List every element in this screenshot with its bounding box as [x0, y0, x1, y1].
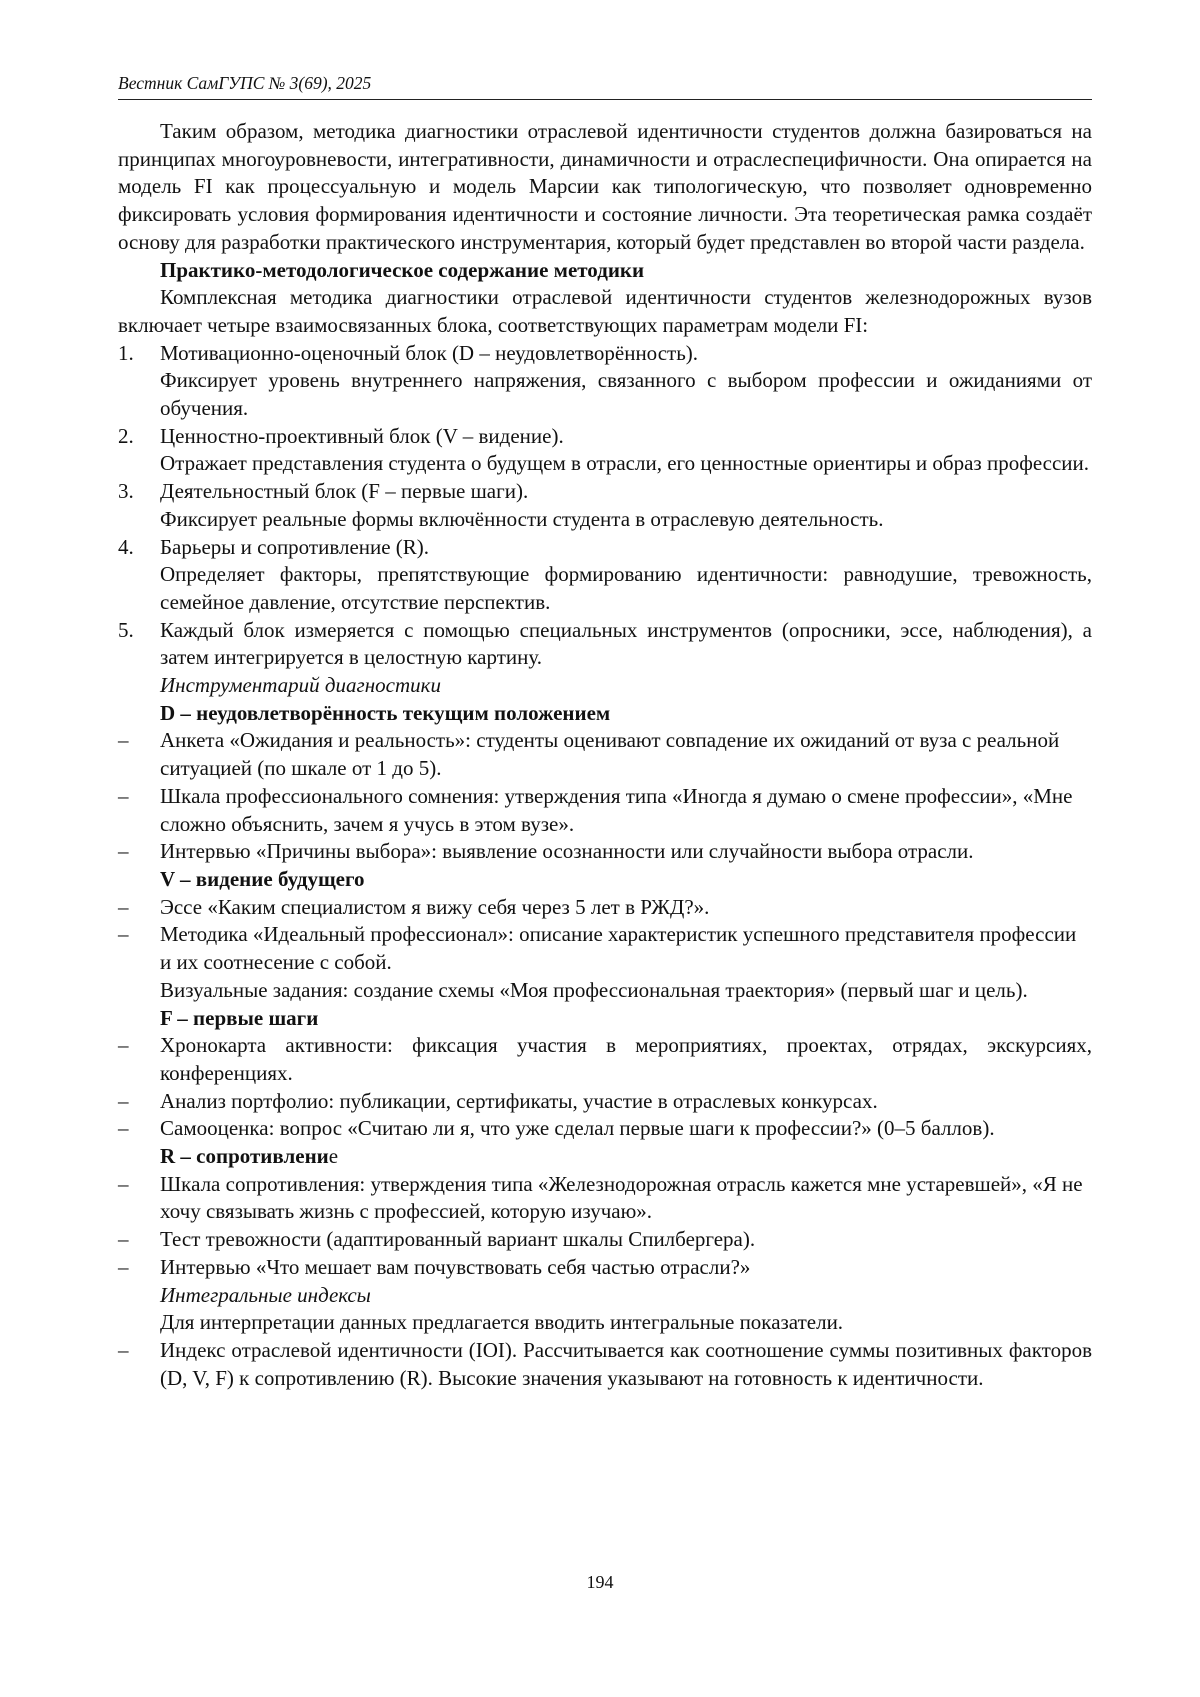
dash-marker: – — [118, 1171, 129, 1196]
integral-intro-paragraph: Для интерпретации данных предлагается вводить интегральные показатели. — [160, 1310, 844, 1335]
list-item — [118, 423, 1092, 478]
r-heading-bold: R – сопротивлени — [160, 1144, 329, 1169]
blocks-list — [118, 340, 1092, 672]
list-item — [118, 838, 1092, 866]
block-description: Фиксирует реальные формы включённости студента в отраслевую деятельность. — [160, 506, 884, 531]
list-number: 4. — [118, 534, 134, 559]
list-number: 1. — [118, 340, 134, 365]
block-description: Отражает представления студента о будущем в отрасли, его ценностные ориентиры и образ профессии. — [160, 451, 1090, 476]
list-number: 2. — [118, 423, 134, 448]
list-number: 5. — [118, 617, 134, 642]
dash-marker: – — [118, 922, 129, 947]
list-item — [118, 921, 1092, 976]
list-item — [118, 1171, 1092, 1226]
list-item — [118, 727, 1092, 782]
list-item — [118, 783, 1092, 838]
dash-marker: – — [118, 728, 129, 753]
f-item: Хронокарта активности: фиксация участия в мероприятиях, проектах, отрядах, экскурсиях, конференциях. — [160, 1033, 1092, 1085]
list-item — [118, 1088, 1092, 1116]
list-item — [118, 534, 1092, 617]
list-item — [118, 1115, 1092, 1143]
f-item: Самооценка: вопрос «Считаю ли я, что уже сделал первые шаги к профессии?» (0–5 баллов). — [160, 1116, 995, 1141]
f-heading: F – первые шаги — [160, 1005, 319, 1030]
section-heading: Практико-методологическое содержание методики — [160, 257, 645, 282]
d-item: Анкета «Ожидания и реальность»: студенты оценивают совпадение их ожиданий от вуза с реальной ситуацией (по шкале от 1 до 5). — [160, 728, 1060, 781]
r-heading-tail: е — [328, 1144, 339, 1169]
r-item: Тест тревожности (адаптированный вариант шкалы Спилбергера). — [160, 1227, 756, 1252]
block-title: Барьеры и сопротивление (R). — [160, 534, 430, 559]
d-item: Интервью «Причины выбора»: выявление осознанности или случайности выбора отрасли. — [160, 839, 974, 864]
list-item — [118, 1254, 1092, 1282]
dash-marker: – — [118, 1116, 129, 1141]
block-title: Каждый блок измеряется с помощью специальных инструментов (опросники, эссе, наблюдения), а затем интегрируется в целостную картину. — [160, 617, 1092, 670]
integral-item: Индекс отраслевой идентичности (IOI). Рассчитывается как соотношение суммы позитивных факторов (D, V, F) к сопротивлению (R). Высокие значения указывают на готовность к идентичности. — [160, 1337, 1092, 1390]
intro-paragraph: Таким образом, методика диагностики отраслевой идентичности студентов должна базироваться на принципах многоуровневости, интегративности, динамичности и отраслеспецифичности. Она опирается на модель FI как процессуальную и модель Марсии как типологическую, что позволяет одновременно фиксировать условия формирования идентичности и состояние личности. Эта теоретическая рамка создаёт основу для разработки практического инструментария, который будет представлен во второй части раздела. — [118, 119, 1092, 254]
list-item — [118, 617, 1092, 672]
v-extra-paragraph: Визуальные задания: создание схемы «Моя профессиональная траектория» (первый шаг и цель). — [160, 977, 1028, 1002]
section-intro-paragraph: Комплексная методика диагностики отраслевой идентичности студентов железнодорожных вузов включает четыре взаимосвязанных блока, соответствующих параметрам модели FI: — [118, 285, 1092, 337]
dash-marker: – — [118, 783, 129, 808]
list-item — [118, 1226, 1092, 1254]
list-number: 3. — [118, 479, 134, 504]
list-item — [118, 894, 1092, 922]
list-item — [118, 1337, 1092, 1392]
dash-marker: – — [118, 1227, 129, 1252]
r-item: Шкала сопротивления: утверждения типа «Железнодорожная отрасль кажется мне устаревшей», «Я не хочу связывать жизнь с профессией, которую изучаю». — [160, 1171, 1083, 1224]
r-item: Интервью «Что мешает вам почувствовать себя частью отрасли?» — [160, 1254, 751, 1279]
v-heading: V – видение будущего — [160, 866, 365, 891]
f-item: Анализ портфолио: публикации, сертификаты, участие в отраслевых конкурсах. — [160, 1088, 878, 1113]
page-number: 194 — [586, 1572, 614, 1592]
d-heading: D – неудовлетворённость текущим положением — [160, 700, 611, 725]
dash-marker: – — [118, 1088, 129, 1113]
list-item — [118, 340, 1092, 423]
article-body — [118, 118, 1092, 1392]
list-item — [118, 478, 1092, 533]
dash-marker: – — [118, 1254, 129, 1279]
block-title: Деятельностный блок (F – первые шаги). — [160, 479, 529, 504]
r-heading — [118, 1143, 1092, 1171]
integral-heading: Интегральные индексы — [160, 1282, 371, 1307]
block-description: Определяет факторы, препятствующие формированию идентичности: равнодушие, тревожность, семейное давление, отсутствие перспектив. — [160, 562, 1092, 614]
dash-marker: – — [118, 839, 129, 864]
d-item: Шкала профессионального сомнения: утверждения типа «Иногда я думаю о смене профессии», «Мне сложно объяснить, зачем я учусь в этом вузе». — [160, 783, 1073, 836]
dash-marker: – — [118, 1033, 129, 1058]
journal-header: Вестник СамГУПС № 3(69), 2025 — [118, 72, 1092, 100]
toolkit-heading: Инструментарий диагностики — [160, 673, 441, 698]
dash-marker: – — [118, 894, 129, 919]
v-item: Методика «Идеальный профессионал»: описание характеристик успешного представителя профессии и их соотнесение с собой. — [160, 922, 1077, 975]
block-description: Фиксирует уровень внутреннего напряжения, связанного с выбором профессии и ожиданиями от обучения. — [160, 368, 1092, 421]
block-title: Ценностно-проективный блок (V – видение). — [160, 423, 564, 448]
block-title: Мотивационно-оценочный блок (D – неудовлетворённость). — [160, 340, 699, 365]
list-item — [118, 1032, 1092, 1087]
dash-marker: – — [118, 1337, 129, 1362]
v-item: Эссе «Каким специалистом я вижу себя через 5 лет в РЖД?». — [160, 894, 710, 919]
